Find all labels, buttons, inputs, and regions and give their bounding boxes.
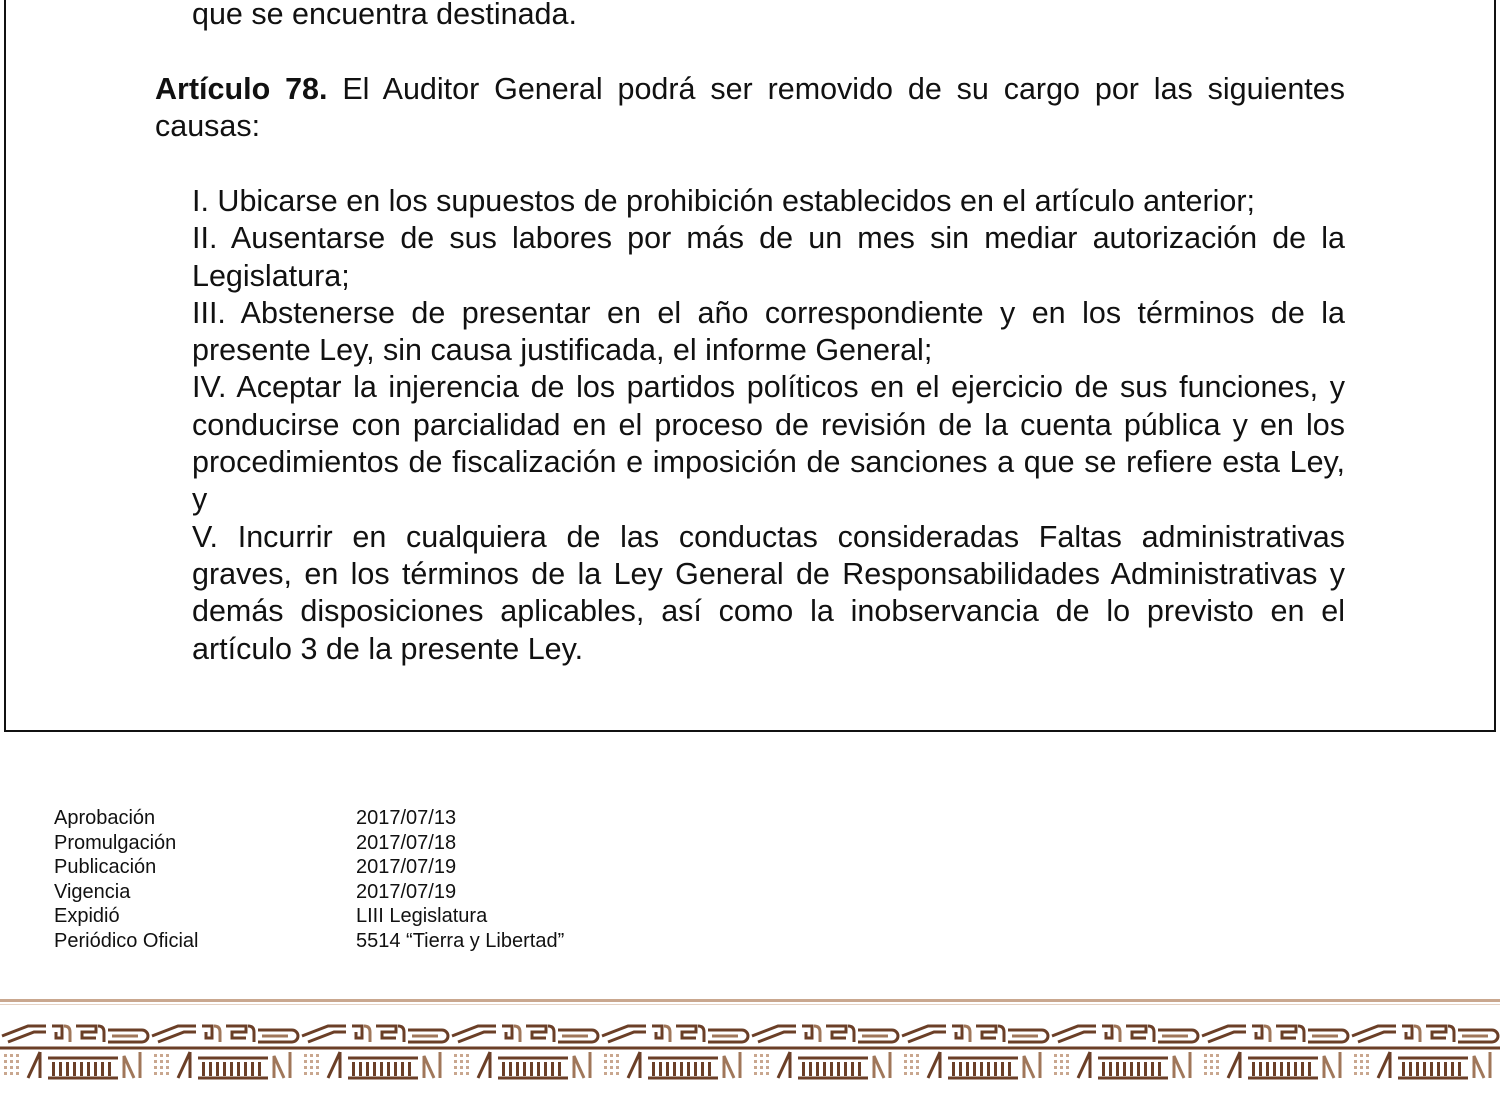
footer-rule xyxy=(0,999,1500,1002)
fraction-iv: IV. Aceptar la injerencia de los partidos políticos en el ejercicio de sus funciones, y conducirse con parcialidad en el proceso de revisión de la cuenta pública y en los procedimientos de fiscalización e imposición de sanciones a que se refiere esta Ley, y xyxy=(192,370,1345,517)
metadata-row xyxy=(54,904,564,929)
metadata-value: 2017/07/19 xyxy=(356,880,457,903)
fraction-list xyxy=(192,183,1345,668)
previous-article-tail: que se encuentra destinada. xyxy=(192,0,577,31)
metadata-value: 2017/07/13 xyxy=(356,807,457,829)
greca-pattern-icon xyxy=(0,1022,1500,1082)
article-heading: Artículo 78. xyxy=(155,72,328,106)
metadata-row xyxy=(54,806,564,831)
metadata-label: Aprobación xyxy=(54,807,156,829)
article-intro: El Auditor General podrá ser removido de su cargo por las siguientes causas: xyxy=(155,72,1345,144)
metadata-label: Vigencia xyxy=(54,880,131,903)
fraction-iii: III. Abstenerse de presentar en el año correspondiente y en los términos de la presente Ley, sin causa justificada, el informe General; xyxy=(192,295,1345,368)
article-78-paragraph xyxy=(155,71,1345,146)
metadata-row xyxy=(54,880,564,905)
fraction-i: I. Ubicarse en los supuestos de prohibición establecidos en el artículo anterior; xyxy=(192,184,1256,218)
metadata-row xyxy=(54,855,564,880)
metadata-label: Publicación xyxy=(54,856,157,879)
metadata-value: 2017/07/19 xyxy=(356,856,457,879)
metadata-label: Promulgación xyxy=(54,831,177,854)
metadata-row xyxy=(54,831,564,856)
publication-metadata xyxy=(54,806,564,954)
metadata-label: Periódico Oficial xyxy=(54,929,199,952)
metadata-value: LIII Legislatura xyxy=(356,905,488,928)
metadata-value: 2017/07/18 xyxy=(356,831,457,854)
metadata-label: Expidió xyxy=(54,905,120,928)
fraction-ii: II. Ausentarse de sus labores por más de un mes sin mediar autorización de la Legislatura; xyxy=(192,221,1345,293)
footer-rule-thin xyxy=(0,1004,1500,1005)
fraction-v: V. Incurrir en cualquiera de las conductas consideradas Faltas administrativas graves, en los términos de la Ley General de Responsabilidades Administrativas y demás disposiciones aplicables, así como la inobservancia de lo previsto en el artículo 3 de la presente Ley. xyxy=(192,519,1345,666)
metadata-row xyxy=(54,929,564,954)
metadata-value: 5514 “Tierra y Libertad” xyxy=(356,929,565,952)
